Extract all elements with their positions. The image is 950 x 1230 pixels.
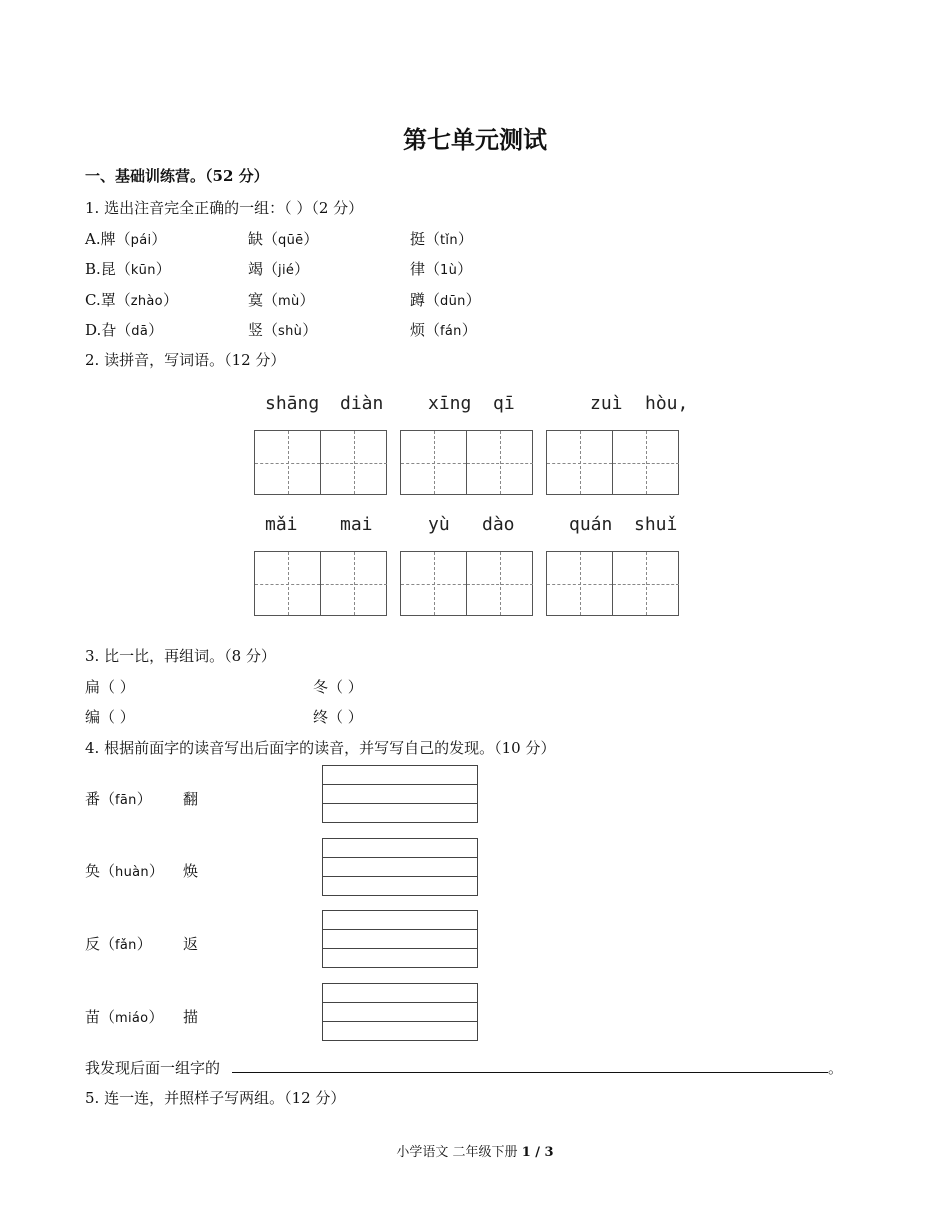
option-pinyin: qūē xyxy=(278,233,304,248)
question-2: 2. 读拼音，写词语。（12 分） xyxy=(85,351,286,369)
source-pinyin: miáo xyxy=(115,1011,149,1026)
writing-grid[interactable] xyxy=(254,551,387,616)
writing-grid[interactable] xyxy=(400,551,533,616)
page-title: 第七单元测试 xyxy=(403,125,547,154)
option-pinyin: mù xyxy=(278,294,300,309)
question-3: 3. 比一比，再组词。（8 分） xyxy=(85,647,276,665)
writing-grid[interactable] xyxy=(546,430,679,495)
pinyin-label: shuǐ xyxy=(634,514,678,535)
discovery-end: 。 xyxy=(828,1059,844,1077)
writing-grid[interactable] xyxy=(400,430,533,495)
pinyin-label: quán xyxy=(569,514,613,535)
option-pinyin: dā xyxy=(131,324,149,339)
pinyin-label: xīng xyxy=(428,393,472,414)
option-pinyin: pái xyxy=(130,233,152,248)
option-pinyin: jié xyxy=(278,263,295,278)
pinyin-writing-box[interactable] xyxy=(322,838,478,896)
compare-item: 终（ ） xyxy=(313,708,363,726)
discovery-label: 我发现后面一组字的 xyxy=(85,1059,221,1077)
pinyin-writing-box[interactable] xyxy=(322,910,478,968)
option-char: 律 xyxy=(410,260,426,278)
target-char: 焕 xyxy=(183,862,199,880)
question-1: 1. 选出注音完全正确的一组：（ ）（2 分） xyxy=(85,199,364,217)
option-char: 寞 xyxy=(248,291,264,309)
question-5: 5. 连一连，并照样子写两组。（12 分） xyxy=(85,1089,346,1107)
pinyin-label: hòu, xyxy=(645,393,689,414)
option-letter: A. xyxy=(85,230,101,248)
option-char: 竖 xyxy=(248,321,264,339)
pinyin-label: mǎi xyxy=(265,514,298,535)
option-pinyin: tǐn xyxy=(440,233,458,248)
target-char: 返 xyxy=(183,935,199,953)
pinyin-label: diàn xyxy=(340,393,384,414)
option-char: 挺 xyxy=(410,230,426,248)
footer-text: 小学语文 二年级下册 xyxy=(396,1145,522,1160)
source-pinyin: fān xyxy=(115,793,137,808)
option-char: 牌 xyxy=(100,230,116,248)
pinyin-label: zuì xyxy=(590,393,623,414)
question-4: 4. 根据前面字的读音写出后面字的读音，并写写自己的发现。（10 分） xyxy=(85,739,556,757)
option-letter: B. xyxy=(85,260,101,278)
option-pinyin: dūn xyxy=(440,294,466,309)
source-char: 番 xyxy=(85,790,101,808)
pinyin-label: dào xyxy=(482,514,515,535)
option-pinyin: zhào xyxy=(130,294,163,309)
option-char: 竭 xyxy=(248,260,264,278)
writing-grid[interactable] xyxy=(546,551,679,616)
option-letter: D. xyxy=(85,321,102,339)
pronunciation-row: 番（fān） xyxy=(85,790,152,808)
pinyin-label: shāng xyxy=(265,393,320,414)
pinyin-writing-box[interactable] xyxy=(322,765,478,823)
source-char: 奂 xyxy=(85,862,101,880)
source-char: 反 xyxy=(85,935,101,953)
target-char: 描 xyxy=(183,1008,199,1026)
writing-grid[interactable] xyxy=(254,430,387,495)
option-char: 旮 xyxy=(101,321,117,339)
pronunciation-row: 苗（miáo） xyxy=(85,1008,164,1026)
option-char: 罩 xyxy=(100,291,116,309)
source-pinyin: fǎn xyxy=(115,938,137,953)
option-char: 烦 xyxy=(410,321,426,339)
option-pinyin: shù xyxy=(278,324,303,339)
page-number: 1 / 3 xyxy=(521,1145,554,1160)
compare-item: 扁（ ） xyxy=(85,678,135,696)
source-char: 苗 xyxy=(85,1008,101,1026)
page-footer xyxy=(0,1141,950,1160)
option-letter: C. xyxy=(85,291,101,309)
section-heading: 一、基础训练营。（52 分） xyxy=(85,167,269,185)
option-pinyin: kūn xyxy=(130,263,156,278)
pinyin-label: qī xyxy=(493,393,515,414)
pinyin-writing-box[interactable] xyxy=(322,983,478,1041)
pronunciation-row: 反（fǎn） xyxy=(85,935,152,953)
compare-item: 冬（ ） xyxy=(313,678,363,696)
pronunciation-row: 奂（huàn） xyxy=(85,862,164,880)
discovery-answer-line[interactable] xyxy=(232,1072,828,1073)
option-char: 蹲 xyxy=(410,291,426,309)
compare-item: 编（ ） xyxy=(85,708,135,726)
pinyin-label: yù xyxy=(428,514,450,535)
target-char: 翻 xyxy=(183,790,199,808)
option-char: 缺 xyxy=(248,230,264,248)
pinyin-label: mai xyxy=(340,514,373,535)
option-pinyin: 1ù xyxy=(440,263,458,278)
source-pinyin: huàn xyxy=(115,865,149,880)
option-char: 昆 xyxy=(100,260,116,278)
option-pinyin: fán xyxy=(440,324,462,339)
